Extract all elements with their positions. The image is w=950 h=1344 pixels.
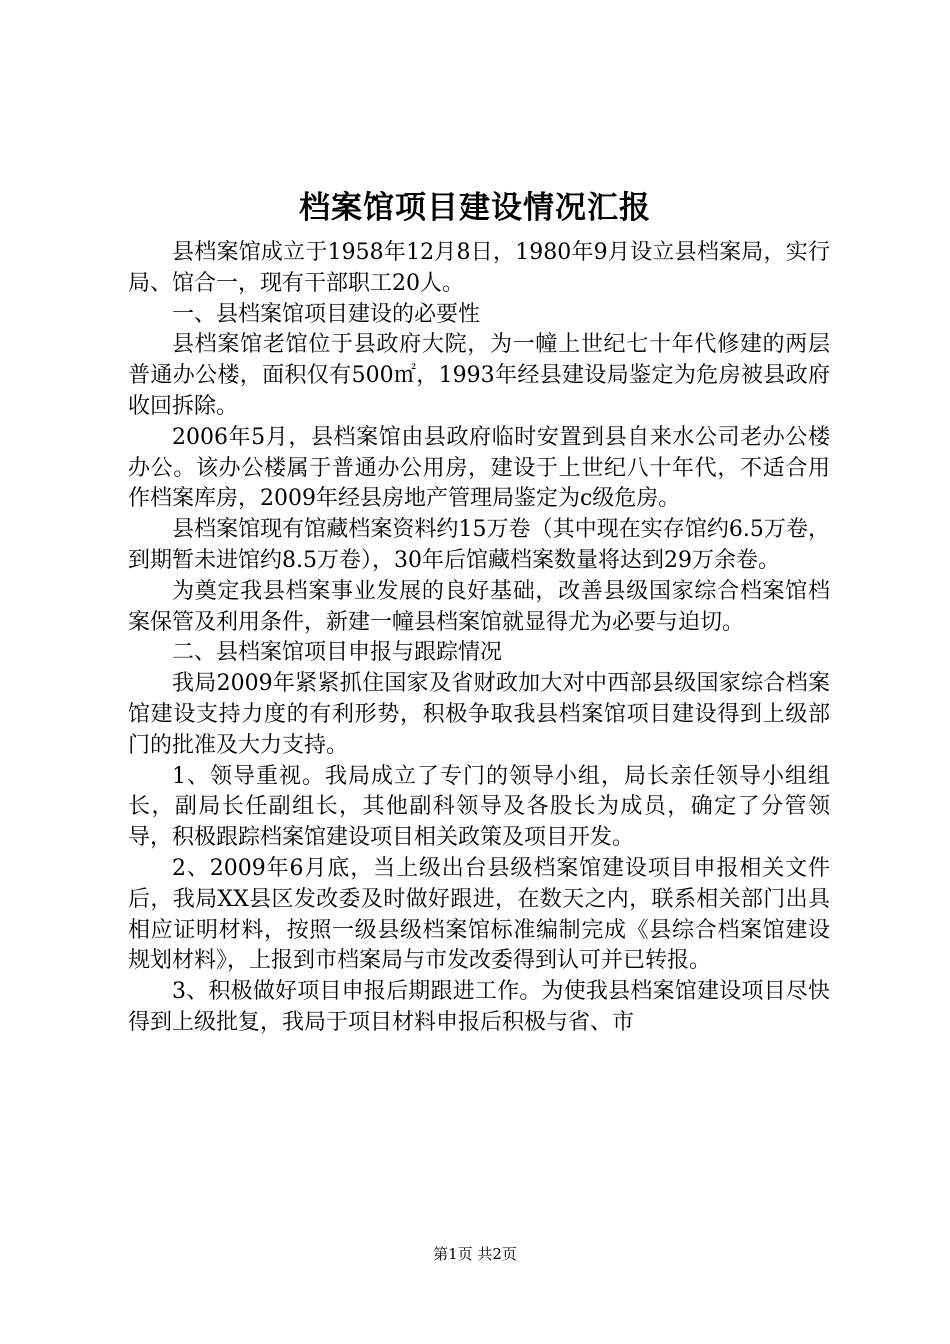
section-heading-1: 一、县档案馆项目建设的必要性 (172, 301, 481, 327)
paragraph-intro: 县档案馆成立于1958年12月8日，1980年9月设立县档案局，实行局、馆合一，现有干部职工20人。 (128, 240, 830, 296)
document-body (128, 238, 830, 1039)
section-heading-2: 二、县档案馆项目申报与跟踪情况 (172, 640, 503, 666)
paragraph-application: 我局2009年紧紧抓住国家及省财政加大对中西部县级国家综合档案馆建设支持力度的有利形势，积极争取我县档案馆项目建设得到上级部门的批准及大力支持。 (128, 671, 830, 758)
paragraph-temporary-office: 2006年5月，县档案馆由县政府临时安置到县自来水公司老办公楼办公。该办公楼属于普通办公用房，建设于上世纪八十年代，不适合用作档案库房，2009年经县房地产管理局鉴定为c级危房。 (128, 424, 830, 512)
paragraph-old-building: 县档案馆老馆位于县政府大院，为一幢上世纪七十年代修建的两层普通办公楼，面积仅有500㎡，1993年经县建设局鉴定为危房被县政府收回拆除。 (128, 332, 830, 419)
document-title: 档案馆项目建设情况汇报 (299, 190, 651, 226)
paragraph-item-2: 2、2009年6月底，当上级出台县级档案馆建设项目申报相关文件后，我局XX县区发改委及时做好跟进，在数天之内，联系相关部门出具相应证明材料，按照一级县级档案馆标准编制完成《县综合档案馆建设规划材料》，上报到市档案局与市发改委得到认可并已转报。 (128, 855, 830, 974)
paragraph-item-3: 3、积极做好项目申报后期跟进工作。为使我县档案馆建设项目尽快得到上级批复，我局于项目材料申报后积极与省、市 (128, 979, 830, 1035)
paragraph-necessity: 为奠定我县档案事业发展的良好基础，改善县级国家综合档案馆档案保管及利用条件，新建一幢县档案馆就显得尤为必要与迫切。 (128, 578, 830, 635)
paragraph-item-1: 1、领导重视。我局成立了专门的领导小组，局长亲任领导小组组长，副局长任副组长，其他副科领导及各股长为成员，确定了分管领导，积极跟踪档案馆建设项目相关政策及项目开发。 (128, 763, 830, 851)
page-footer: 第1页 共2页 (433, 1245, 517, 1263)
paragraph-collection: 县档案馆现有馆藏档案资料约15万卷（其中现在实存馆约6.5万卷，到期暂未进馆约8.5万卷），30年后馆藏档案数量将达到29万余卷。 (128, 517, 830, 573)
